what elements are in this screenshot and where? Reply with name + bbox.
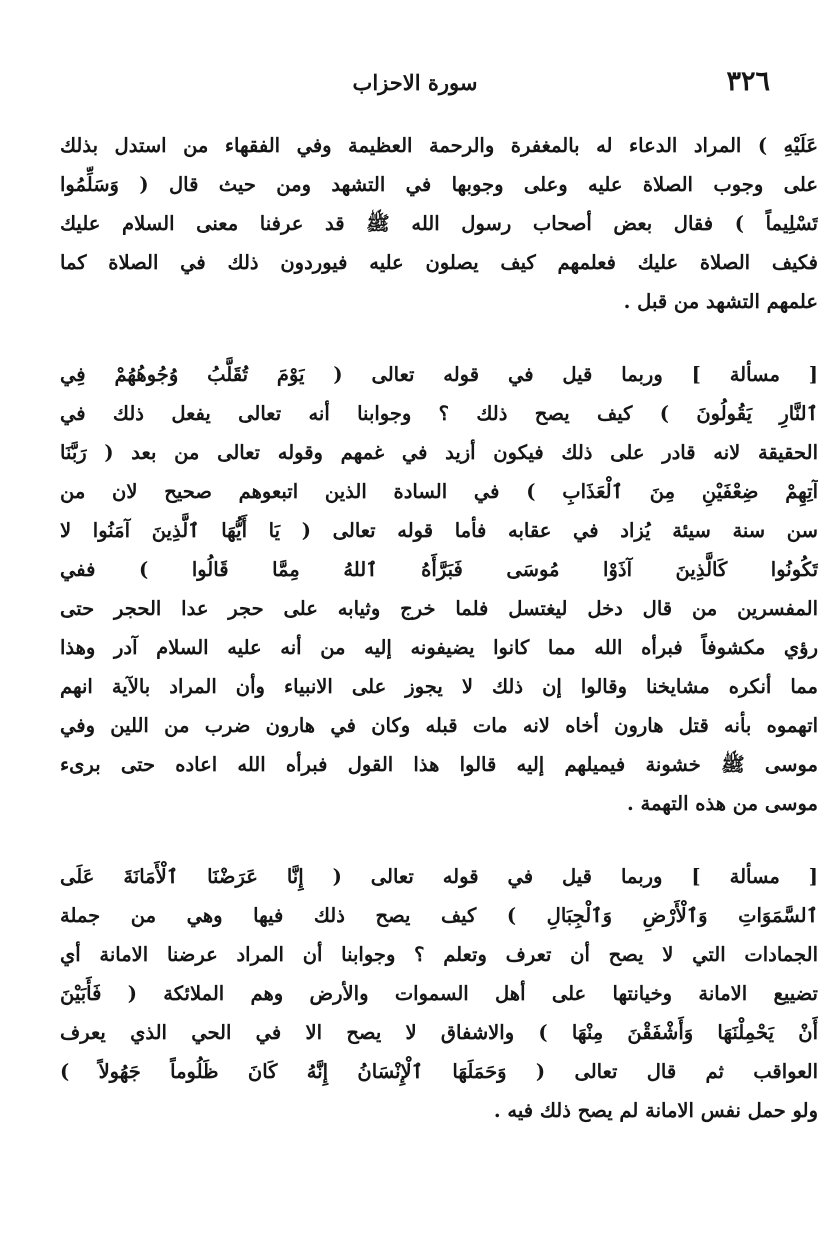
text-line: تضييع الامانة وخيانتها على أهل السموات والأرض وهم الملائكة ( فَأَبَيْنَ bbox=[60, 982, 818, 1005]
paragraph-gap bbox=[60, 823, 818, 857]
paragraph-gap bbox=[60, 321, 818, 355]
text-line: ٱلنَّارِ يَقُولُونَ ) كيف يصح ذلك ؟ وجوابنا أنه تعالى يفعل ذلك في bbox=[60, 402, 818, 425]
paragraph-question-1 bbox=[60, 355, 818, 823]
text-line: الحقيقة لانه قادر على ذلك فيكون أزيد في غمهم وقوله تعالى من بعد ( رَبَّنَا bbox=[60, 441, 818, 464]
text-line: العواقب ثم قال تعالى ( وَحَمَلَهَا ٱلْإِنْسَانُ إِنَّهُ كَانَ ظَلُوماً جَهُولاً ) bbox=[60, 1060, 818, 1083]
text-line: على وجوب الصلاة عليه وعلى وجوبها في التشهد ومن حيث قال ( وَسَلِّمُوا bbox=[60, 173, 818, 196]
text-line: موسى من هذه التهمة . bbox=[626, 792, 818, 815]
text-line: علمهم التشهد من قبل . bbox=[623, 290, 818, 313]
text-line: سن سنة سيئة يُزاد في عقابه فأما قوله تعالى ( يَا أَيُّهَا ٱلَّذِينَ آمَنُوا لا bbox=[60, 519, 818, 542]
text-line: آتِهِمْ ضِعْفَيْنِ مِنَ ٱلْعَذَابِ ) في السادة الذين اتبعوهم صحيح لان من bbox=[60, 480, 818, 503]
page-header bbox=[60, 66, 770, 106]
text-line: موسى ﷺ خشونة فيميلهم إليه قالوا هذا القول فبرأه الله اعاده حتى برىء bbox=[60, 753, 818, 776]
page-body bbox=[60, 126, 818, 1130]
text-line: [ مسألة ] وربما قيل في قوله تعالى ( إِنَّا عَرَضْنَا ٱلْأَمَانَةَ عَلَى bbox=[60, 865, 818, 888]
text-line: اتهموه بأنه قتل هارون أخاه لانه مات قبله وكان في هارون ضرب من اللين وفي bbox=[60, 714, 818, 737]
text-line: أَنْ يَحْمِلْنَهَا وَأَشْفَقْنَ مِنْهَا ) والاشفاق لا يصح الا في الحي الذي يعرف bbox=[60, 1021, 818, 1044]
text-line: عَلَيْهِ ) المراد الدعاء له بالمغفرة والرحمة العظيمة وفي الفقهاء من استدل بذلك bbox=[60, 134, 818, 157]
text-line: فكيف الصلاة عليك فعلمهم كيف يصلون عليه فيوردون ذلك في الصلاة كما bbox=[60, 251, 818, 274]
text-line: ٱلسَّمَوَاتِ وَٱلْأَرْضِ وَٱلْجِبَالِ ) كيف يصح ذلك فيها وهي من جملة bbox=[60, 904, 818, 927]
paragraph-intro bbox=[60, 126, 818, 321]
text-line: تَكُونُوا كَالَّذِينَ آذَوْا مُوسَى فَبَرَّأَهُ ٱللهُ مِمَّا قَالُوا ) ففي bbox=[60, 558, 818, 581]
paragraph-question-2 bbox=[60, 857, 818, 1130]
page-number: ٣٢٦ bbox=[726, 66, 770, 97]
text-line: مما أنكره مشايخنا وقالوا إن ذلك لا يجوز على الانبياء وأن المراد بالآية انهم bbox=[60, 675, 818, 698]
text-line: تَسْلِيماً ) فقال بعض أصحاب رسول الله ﷺ قد عرفنا معنى السلام عليك bbox=[60, 212, 818, 235]
text-line: ولو حمل نفس الامانة لم يصح ذلك فيه . bbox=[493, 1099, 818, 1122]
surah-title: سورة الاحزاب bbox=[352, 70, 478, 95]
text-line: المفسرين من قال دخل ليغتسل فلما خرج وثيابه على حجر عدا الحجر حتى bbox=[60, 597, 818, 620]
text-line: الجمادات التي لا يصح أن تعرف وتعلم ؟ وجوابنا أن المراد عرضنا الامانة أي bbox=[60, 943, 818, 966]
text-line: [ مسألة ] وربما قيل في قوله تعالى ( يَوْمَ تُقَلَّبُ وُجُوهُهُمْ فِي bbox=[60, 363, 818, 386]
text-line: رؤي مكشوفاً فبرأه الله مما كانوا يضيفونه إليه من أنه عليه السلام آدر وهذا bbox=[60, 636, 818, 659]
